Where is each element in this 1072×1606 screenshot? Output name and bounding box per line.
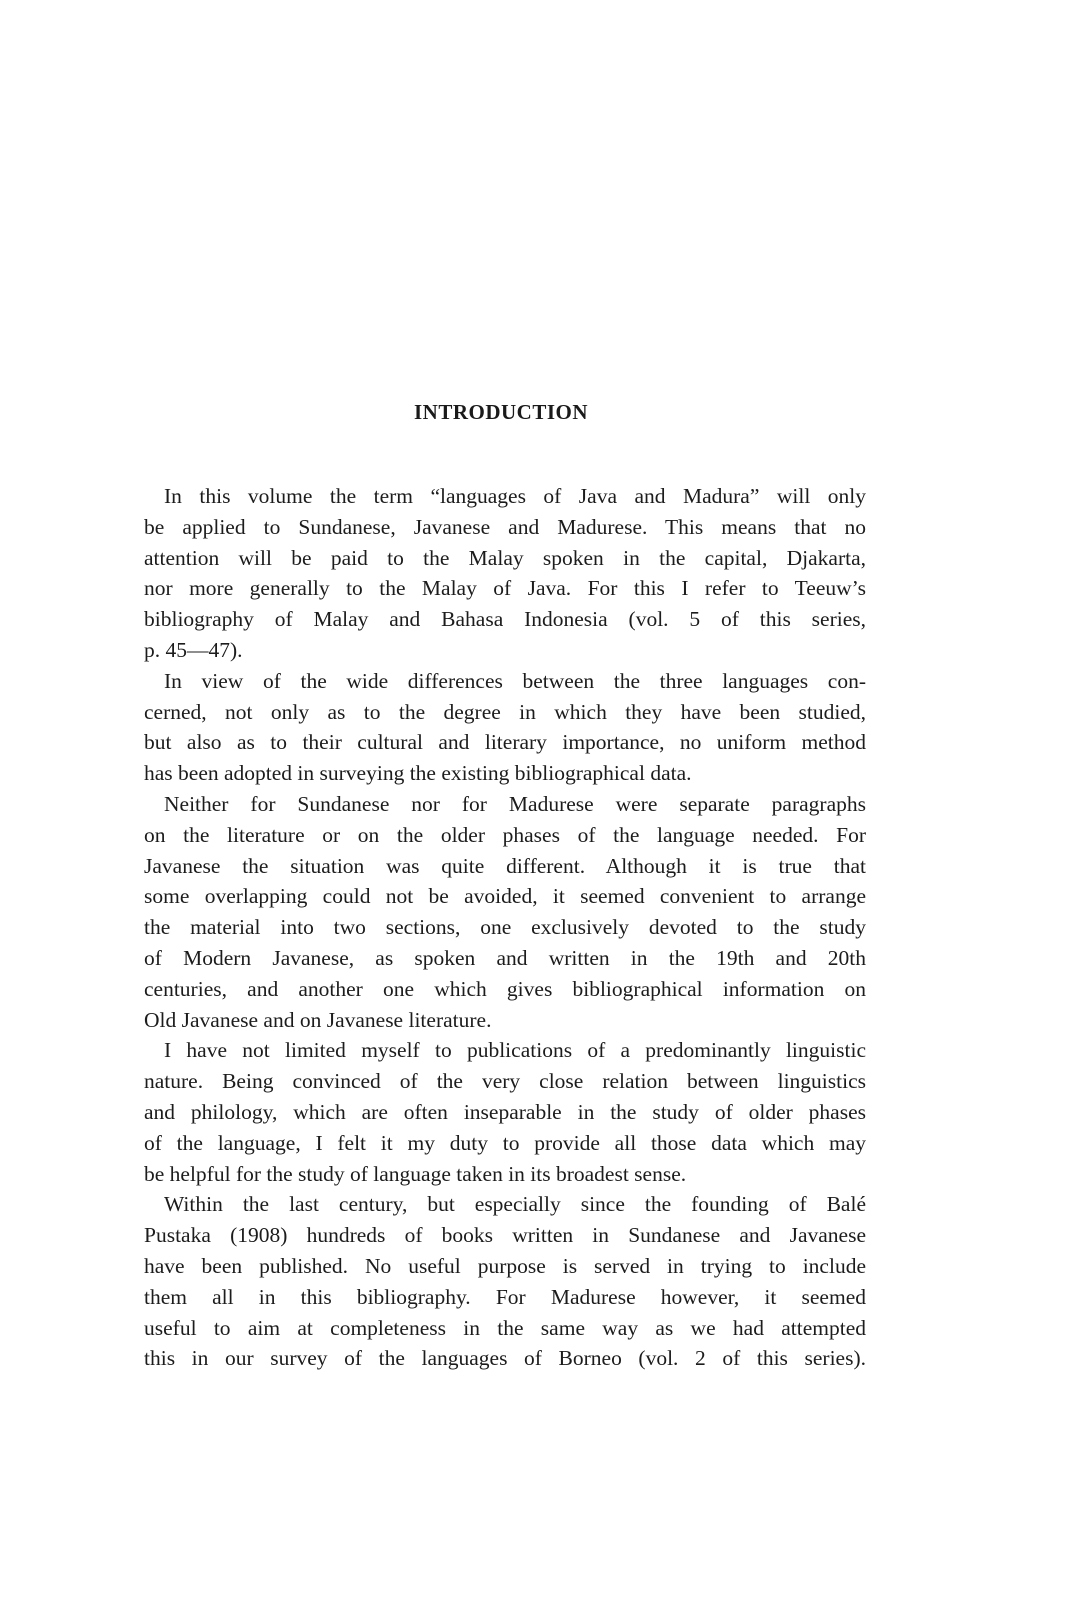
text-line: p. 45—47). bbox=[144, 637, 243, 662]
text-line: Within the last century, but especially since the founding of Balé bbox=[164, 1192, 866, 1217]
text-line: In this volume the term “languages of Java and Madura” will only bbox=[164, 484, 866, 508]
paragraph-3 bbox=[144, 789, 866, 1035]
page-title: INTRODUCTION bbox=[413, 400, 589, 424]
text-line: some overlapping could not be avoided, it seemed convenient to arrange bbox=[144, 884, 866, 909]
text-line: this in our survey of the languages of Borneo (vol. 2 of this series). bbox=[144, 1346, 866, 1371]
text-line: nature. Being convinced of the very close relation between linguistics bbox=[144, 1069, 866, 1094]
text-line: Javanese the situation was quite different. Although it is true that bbox=[144, 853, 866, 878]
paragraph-4 bbox=[144, 1035, 866, 1189]
text-line: but also as to their cultural and literary importance, no uniform method bbox=[144, 730, 866, 755]
text-line: Neither for Sundanese nor for Madurese were separate paragraphs bbox=[164, 791, 866, 816]
text-line: be applied to Sundanese, Javanese and Madurese. This means that no bbox=[144, 514, 866, 539]
text-line: be helpful for the study of language taken in its broadest sense. bbox=[144, 1161, 687, 1186]
text-line: centuries, and another one which gives bibliographical information on bbox=[144, 976, 866, 1001]
text-line: cerned, not only as to the degree in which they have been studied, bbox=[144, 699, 866, 724]
text-line: attention will be paid to the Malay spoken in the capital, Djakarta, bbox=[144, 545, 866, 570]
text-line: nor more generally to the Malay of Java. For this I refer to Teeuw’s bbox=[144, 576, 866, 601]
paragraph-1 bbox=[144, 481, 866, 666]
paragraph-2 bbox=[144, 666, 866, 789]
text-line: them all in this bibliography. For Madurese however, it seemed bbox=[144, 1284, 866, 1309]
text-line: In view of the wide differences between the three languages con- bbox=[164, 668, 866, 693]
paragraph-5 bbox=[144, 1189, 866, 1374]
text-line: has been adopted in surveying the existing bibliographical data. bbox=[144, 761, 692, 786]
text-line: and philology, which are often inseparable in the study of older phases bbox=[144, 1099, 866, 1124]
text-line: Old Javanese and on Javanese literature. bbox=[144, 1007, 492, 1032]
text-line: I have not limited myself to publications of a predominantly linguistic bbox=[164, 1038, 866, 1063]
text-line: have been published. No useful purpose is served in trying to include bbox=[144, 1253, 866, 1278]
text-line: bibliography of Malay and Bahasa Indonesia (vol. 5 of this series, bbox=[144, 607, 866, 632]
text-line: on the literature or on the older phases of the language needed. For bbox=[144, 822, 866, 847]
text-line: the material into two sections, one exclusively devoted to the study bbox=[144, 915, 866, 940]
text-line: useful to aim at completeness in the same way as we had attempted bbox=[144, 1315, 866, 1340]
text-line: Pustaka (1908) hundreds of books written in Sundanese and Javanese bbox=[144, 1223, 866, 1248]
body-text bbox=[144, 481, 866, 1374]
text-line: of Modern Javanese, as spoken and written in the 19th and 20th bbox=[144, 945, 866, 970]
text-line: of the language, I felt it my duty to provide all those data which may bbox=[144, 1130, 866, 1155]
